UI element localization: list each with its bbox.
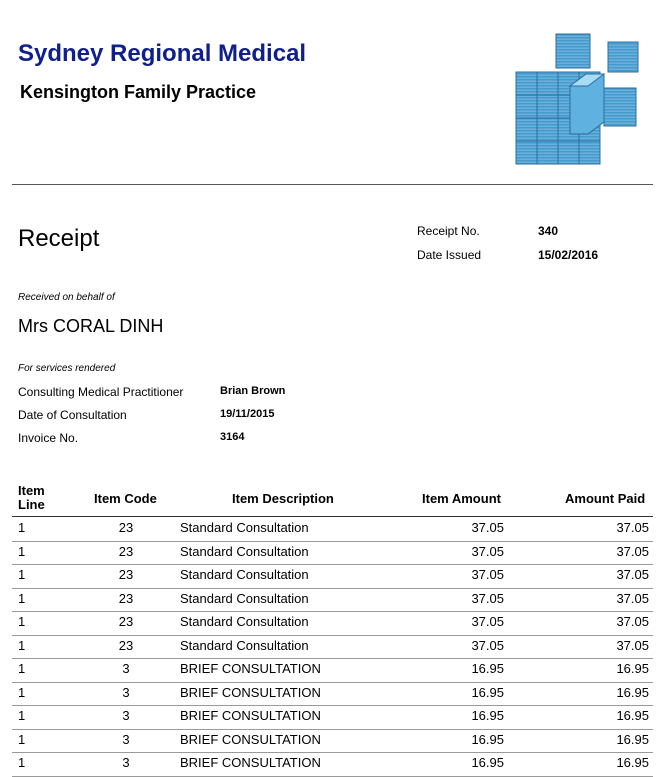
cell-amount-paid: 37.05 (616, 614, 649, 629)
cell-item-line: 1 (18, 661, 26, 676)
organisation-name: Sydney Regional Medical (18, 40, 307, 67)
table-row (12, 752, 653, 777)
practitioner-name: Brian Brown (220, 385, 286, 397)
cell-item-amount: 16.95 (471, 684, 504, 700)
cell-item-amount: 37.05 (471, 567, 504, 582)
cell-item-description: BRIEF CONSULTATION (180, 708, 321, 723)
table-row (12, 705, 653, 730)
cell-item-code: 23 (118, 543, 134, 559)
date-issued: 15/02/2016 (538, 248, 599, 262)
cell-item-code: 23 (118, 520, 134, 535)
cell-item-line: 1 (18, 614, 26, 629)
table-row (12, 635, 653, 660)
cell-item-amount: 37.05 (471, 637, 504, 653)
date-issued-label: Date Issued (417, 248, 482, 262)
received-caption: Received on behalf of (18, 292, 115, 303)
cell-item-line: 1 (18, 637, 26, 653)
header-item-line (18, 484, 45, 512)
practice-name: Kensington Family Practice (20, 82, 257, 102)
cell-amount-paid: 37.05 (616, 543, 649, 559)
cell-item-amount: 37.05 (471, 590, 504, 606)
consultation-date: 19/11/2015 (220, 408, 275, 420)
receipt-number-label: Receipt No. (417, 224, 480, 238)
cell-item-line: 1 (18, 755, 26, 770)
header-item-line-2: Line (18, 497, 45, 512)
cell-item-amount: 37.05 (471, 614, 504, 629)
cell-item-code: 23 (118, 590, 134, 606)
cell-item-line: 1 (18, 543, 26, 559)
header-item-amount: Item Amount (422, 491, 501, 506)
cell-item-code: 3 (122, 755, 130, 770)
cell-item-line: 1 (18, 708, 26, 723)
cell-amount-paid: 16.95 (616, 755, 649, 770)
table-row (12, 682, 653, 707)
cell-item-code: 23 (118, 567, 134, 582)
header-item-description: Item Description (232, 491, 334, 506)
invoice-number: 3164 (220, 431, 245, 443)
cell-amount-paid: 37.05 (616, 520, 649, 535)
cell-item-amount: 16.95 (471, 708, 504, 723)
cell-item-code: 23 (118, 614, 134, 629)
consultation-date-label: Date of Consultation (18, 408, 127, 422)
table-row (12, 564, 653, 589)
header-amount-paid: Amount Paid (565, 491, 646, 506)
cell-item-amount: 16.95 (471, 755, 504, 770)
table-row (12, 729, 653, 754)
table-row (12, 611, 653, 636)
cell-item-description: Standard Consultation (180, 614, 309, 629)
cell-item-description: BRIEF CONSULTATION (180, 731, 321, 747)
cell-item-description: BRIEF CONSULTATION (180, 684, 321, 700)
cell-item-description: BRIEF CONSULTATION (180, 755, 321, 770)
cell-item-code: 3 (122, 708, 130, 723)
cell-item-amount: 16.95 (471, 661, 504, 676)
cell-item-line: 1 (18, 590, 26, 606)
invoice-number-label: Invoice No. (18, 431, 79, 445)
cell-item-line: 1 (18, 567, 26, 582)
practice-logo-icon (512, 30, 644, 168)
cell-amount-paid: 16.95 (616, 731, 649, 747)
cell-amount-paid: 37.05 (616, 637, 649, 653)
cell-item-description: Standard Consultation (180, 637, 309, 653)
practitioner-label: Consulting Medical Practitioner (18, 385, 184, 399)
receipt-number: 340 (538, 224, 559, 238)
patient-name: Mrs CORAL DINH (18, 316, 164, 336)
cell-item-code: 3 (122, 731, 130, 747)
cell-item-description: Standard Consultation (180, 590, 309, 606)
header-item-code: Item Code (94, 491, 157, 506)
cell-item-description: Standard Consultation (180, 567, 309, 582)
table-row (12, 517, 653, 542)
cell-item-line: 1 (18, 731, 26, 747)
cell-item-description: Standard Consultation (180, 543, 309, 559)
table-row (12, 588, 653, 613)
cell-amount-paid: 37.05 (616, 567, 649, 582)
cell-item-line: 1 (18, 520, 26, 535)
cell-item-code: 23 (118, 637, 134, 653)
cell-item-amount: 37.05 (471, 520, 504, 535)
cell-amount-paid: 16.95 (616, 708, 649, 723)
table-row (12, 541, 653, 566)
table-row (12, 658, 653, 683)
receipt-title: Receipt (18, 225, 100, 252)
header-item-line-1: Item (18, 483, 45, 498)
cell-item-description: BRIEF CONSULTATION (180, 661, 321, 676)
cell-item-line: 1 (18, 684, 26, 700)
cell-amount-paid: 16.95 (616, 661, 649, 676)
cell-amount-paid: 37.05 (616, 590, 649, 606)
cell-item-amount: 37.05 (471, 543, 504, 559)
cell-item-description: Standard Consultation (180, 520, 309, 535)
cell-item-amount: 16.95 (471, 731, 504, 747)
services-caption: For services rendered (18, 363, 116, 374)
cell-item-code: 3 (122, 661, 130, 676)
header-divider (12, 184, 653, 185)
cell-amount-paid: 16.95 (616, 684, 649, 700)
cell-item-code: 3 (122, 684, 130, 700)
